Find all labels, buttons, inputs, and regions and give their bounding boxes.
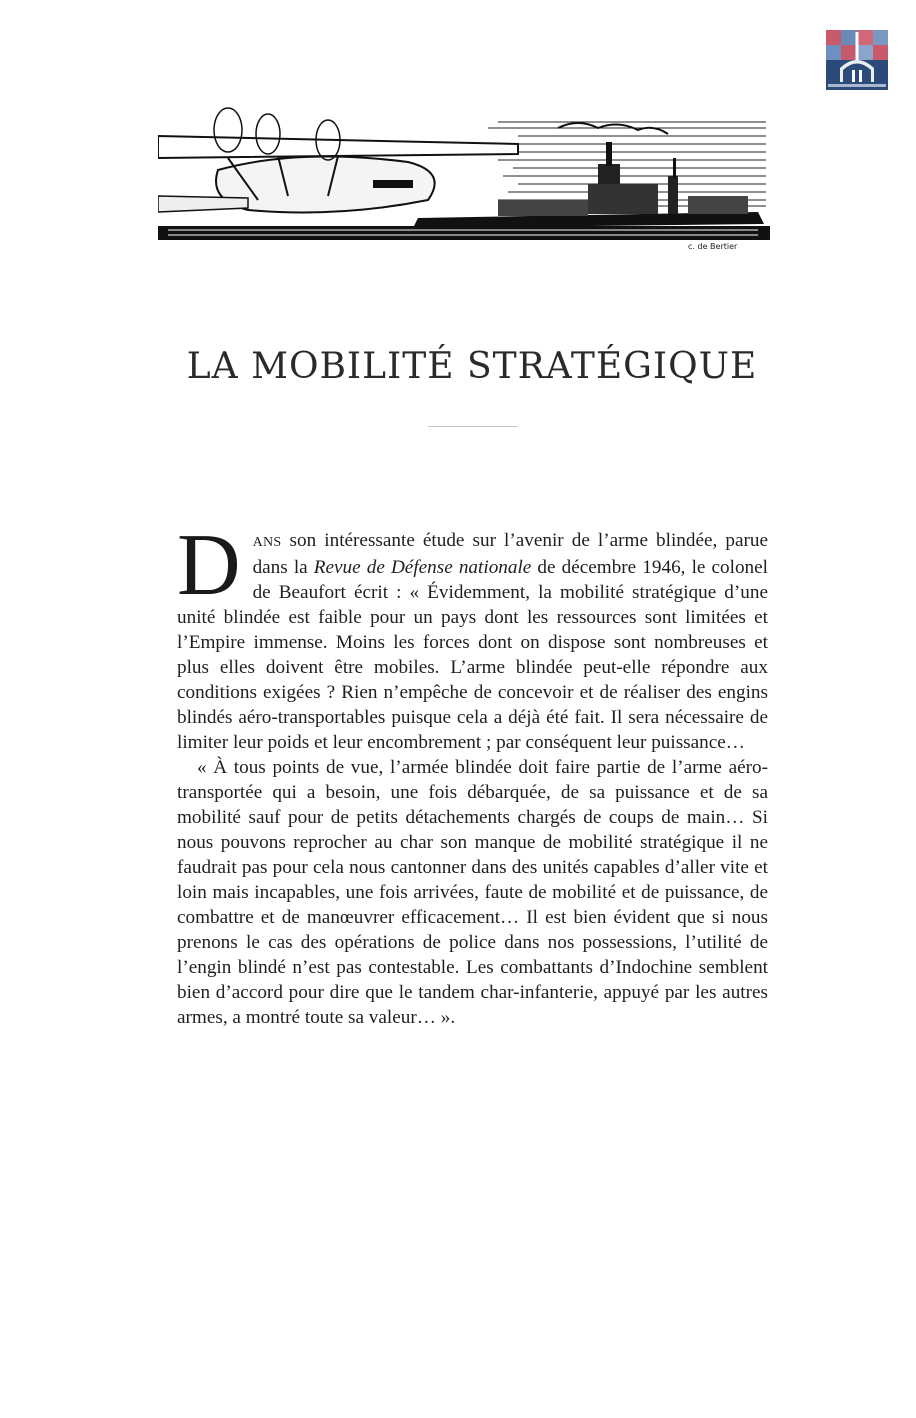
journal-title: Revue de Défense nationale [313,557,532,578]
seaplane-and-battleship-illustration [158,100,770,252]
small-caps-lead: ANS [252,535,282,550]
banner-signature: c. de Bertier [688,242,738,251]
article-body [177,517,768,1030]
paragraph-1-text-a: son intéressante étude sur l’avenir de l’arme blindée, parue dans la [252,530,768,578]
paragraph-1 [177,517,768,755]
paragraph-2: « À tous points de vue, l’armée blindée doit faire partie de l’arme aéro-transportée qui a besoin, une fois débarquée, de sa puissance et de sa mobilité sauf pour de petits détachements chargés de coups de main… Si nous pouvons reprocher au char son manque de mobilité stratégique il ne faudrait pas pour cela nous cantonner dans des unités capables d’aller vite et loin mais incapables, une fois arrivées, faute de mobilité et de puissance, de combattre et de manœuvrer efficacement… Il est bien évident que si nous prenons le cas des opérations de police dans nos possessions, l’utilité de l’engin blindé n’est pas contestable. Les combattants d’Indochine semblent bien d’accord pour dire que le tandem char-infanterie, appuyé par les autres armes, a montré toute sa valeur… ». [177,757,768,1028]
page-title: LA MOBILITÉ STRATÉGIQUE [186,346,758,387]
paragraph-1-text-b: de décembre 1946, le colonel de Beaufort écrit : « Évidemment, la mobilité stratégique d’une unité blindée est faible pour un pays dont les ressources sont limitées et l’Empire immense. Moins les forces dont on dispose sont nombreuses et plus elles doivent être mobiles. L’arme blindée peut-elle répondre aux conditions exigées ? Rien n’empêche de concevoir et de réaliser des engins blindés aéro-transportables puisque cela a déjà été fait. Il sera nécessaire de limiter leur poids et leur encombrement ; par conséquent leur puissance… [177,557,768,753]
title-divider [428,426,518,427]
publisher-logo-icon [826,30,888,90]
drop-cap: D [177,517,241,614]
